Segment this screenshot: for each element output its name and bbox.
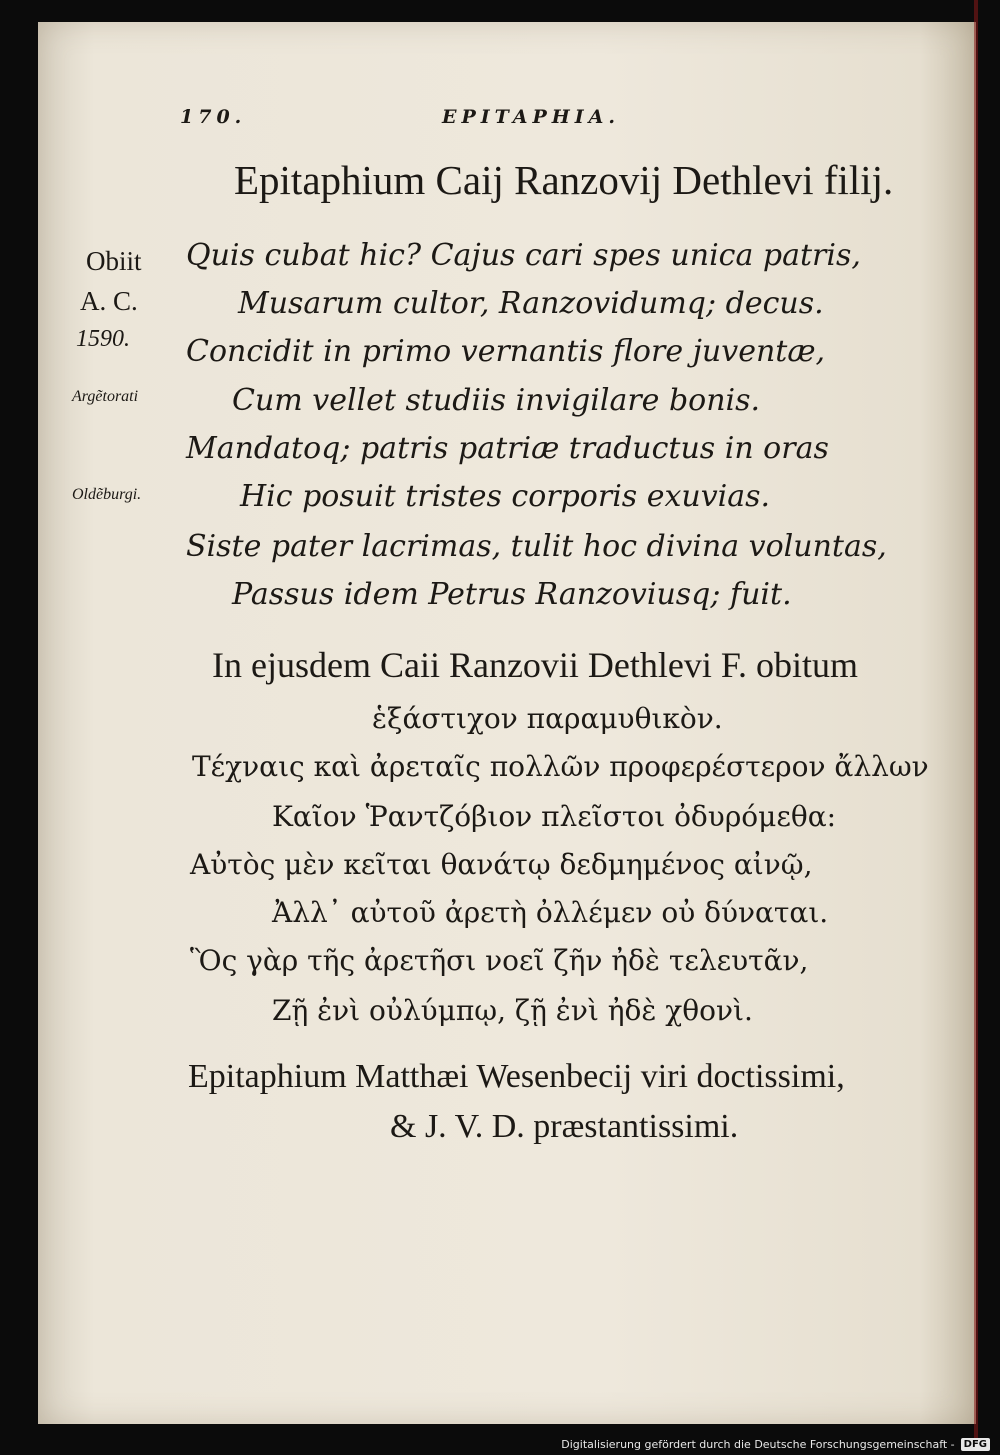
epitaph-title: Epitaphium Matthæi Wesenbecij viri doctissimi,: [188, 1058, 845, 1095]
greek-verse-line: Ζῇ ἐνὶ οὐλύμπῳ, ζῇ ἐνὶ ἠδὲ χθονὶ.: [272, 994, 753, 1027]
digitization-credit: [561, 1435, 990, 1453]
greek-verse-line: Τέχναις καὶ ἀρεταῖς πολλῶν προφερέστερον ἄλλων: [192, 750, 929, 783]
verse-line: Cum vellet studiis invigilare bonis.: [232, 383, 761, 418]
margin-note-anno: A. C.: [80, 286, 138, 316]
running-title: EPITAPHIA.: [442, 106, 620, 128]
margin-note-obiit: Obiit: [86, 246, 142, 276]
epitaph-title-continued: & J. V. D. præstantissimi.: [390, 1108, 739, 1145]
credit-text: Digitalisierung gefördert durch die Deutsche Forschungsgemeinschaft -: [561, 1437, 955, 1451]
greek-subtitle: ἑξάστιχον παραμυθικὸν.: [372, 702, 723, 735]
verse-line: Quis cubat hic? Cajus cari spes unica patris,: [186, 238, 861, 273]
greek-verse-line: Αὐτὸς μὲν κεῖται θανάτῳ δεδμημένος αἰνῷ,: [190, 848, 813, 881]
greek-verse-line: Ὃς γὰρ τῆς ἀρετῆσι νοεῖ ζῆν ἠδὲ τελευτᾶν,: [190, 944, 809, 977]
page-number: 170.: [180, 106, 247, 128]
greek-verse-line: Ἀλλ᾽ αὐτοῦ ἀρετὴ ὀλλέμεν οὐ δύναται.: [272, 896, 829, 929]
epitaph-title: In ejusdem Caii Ranzovii Dethlevi F. obitum: [212, 645, 859, 685]
page-edge: [974, 0, 978, 1445]
verse-line: Siste pater lacrimas, tulit hoc divina voluntas,: [186, 529, 887, 564]
greek-verse-line: Καῖον Ῥαντζόβιον πλεῖστοι ὀδυρόμεθα:: [272, 800, 837, 833]
verse-line: Hic posuit tristes corporis exuvias.: [240, 479, 771, 514]
margin-note-place: Oldẽburgi.: [72, 486, 142, 503]
epitaph-title: Epitaphium Caij Ranzovij Dethlevi filij.: [234, 157, 894, 203]
verse-line: Passus idem Petrus Ranzoviusq; fuit.: [232, 577, 792, 612]
margin-note-place: Argẽtorati: [72, 388, 139, 405]
margin-note-year: 1590.: [76, 326, 130, 352]
verse-line: Concidit in primo vernantis flore juventæ,: [186, 334, 826, 369]
verse-line: Mandatoq; patris patriæ traductus in oras: [186, 431, 829, 466]
dfg-logo: DFG: [961, 1438, 990, 1451]
verse-line: Musarum cultor, Ranzovidumq; decus.: [238, 286, 824, 321]
